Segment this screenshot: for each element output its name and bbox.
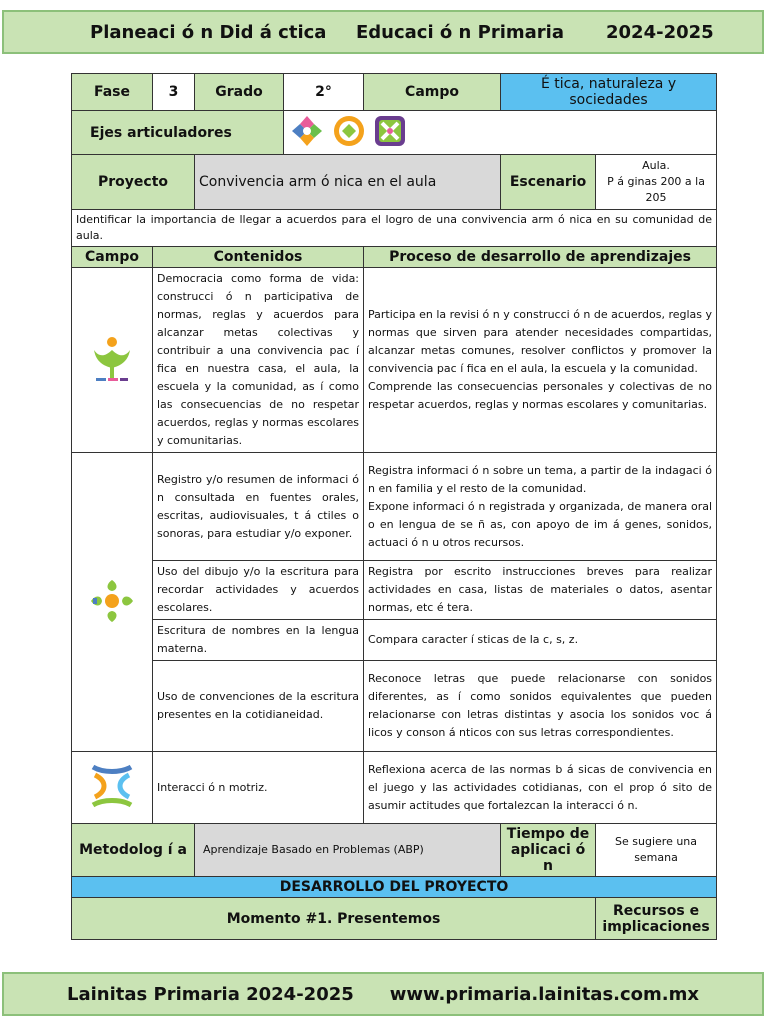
pda-cell: Compara caracter í sticas de la c, s, z.	[364, 620, 717, 661]
metodologia-value: Aprendizaje Basado en Problemas (ABP)	[195, 824, 501, 877]
tiempo-value: Se sugiere una semana	[596, 824, 717, 877]
interculturalidad-icon	[373, 114, 407, 151]
campo-value: É tica, naturaleza y sociedades	[501, 74, 717, 111]
humano-comunitario-icon	[87, 799, 137, 812]
contenido-cell: Registro y/o resumen de informaci ó n consultada en fuentes orales, escritas, audiovisuales, t á ctiles o sonoras, para estudiar y/o exponer.	[153, 453, 364, 561]
document-title: Planeaci ó n Did á ctica	[90, 22, 327, 43]
etica-icon	[90, 374, 134, 387]
contenido-cell: Uso de convenciones de la escritura presentes en la cotidianeidad.	[153, 661, 364, 752]
pda-cell: Registra por escrito instrucciones breves para realizar actividades en casa, listas de materiales o datos, asentar normas, etc é tera.	[364, 561, 717, 620]
pda-cell: Reconoce letras que puede relacionarse con sonidos diferentes, as í como sonidos equivalentes que pueden relacionarse con letras distintas y asocia los sonidos voc á licos y conson á nticos con sus letras correspondientes.	[364, 661, 717, 752]
contenido-cell: Escritura de nombres en la lengua materna.	[153, 620, 364, 661]
proyecto-label: Proyecto	[72, 155, 195, 210]
campo-humano-icon-cell	[72, 752, 153, 824]
pda-cell: Registra informaci ó n sobre un tema, a partir de la indagaci ó n en familia y el resto de la comunidad. Expone informaci ó n registrada y organizada, de manera oral o en lengua de se ñ as, con apoyo de im á genes, sonidos, actuaci ó n u otros recursos.	[364, 453, 717, 561]
momento-title: Momento #1. Presentemos	[72, 898, 596, 940]
pda-cell: Reflexiona acerca de las normas b á sicas de convivencia en el juego y las actividades cotidianas, con el prop ó sito de asumir actitudes que fortalezcan la interacci ó n.	[364, 752, 717, 824]
objetivo-text: Identificar la importancia de llegar a acuerdos para el logro de una convivencia arm ó nica en su comunidad de aula.	[72, 210, 717, 247]
bottom-banner	[2, 972, 764, 1016]
col-contenidos: Contenidos	[153, 247, 364, 268]
contenido-cell: Interacci ó n motriz.	[153, 752, 364, 824]
campo-etica-icon-cell	[72, 268, 153, 453]
col-campo: Campo	[72, 247, 153, 268]
footer-url[interactable]: www.primaria.lainitas.com.mx	[389, 983, 699, 1005]
recursos-label: Recursos e implicaciones	[596, 898, 717, 940]
ejes-icons	[284, 111, 717, 155]
escenario-value: Aula. P á ginas 200 a la 205	[596, 155, 717, 210]
pda-cell: Participa en la revisi ó n y construcci ó n de acuerdos, reglas y normas que sirven para atender necesidades compartidas, alcanzar metas comunes, resolver conflictos y promover la convivencia pac í fica en el aula, la escuela y la comunidad. Comprende las consecuencias personales y colectivas de no respetar acuerdos, reglas y normas escolares y comunitarias.	[364, 268, 717, 453]
contenido-cell: Uso del dibujo y/o la escritura para recordar actividades y acuerdos escolares.	[153, 561, 364, 620]
education-level: Educaci ó n Primaria	[356, 22, 564, 43]
top-banner	[2, 10, 764, 54]
grado-value: 2°	[284, 74, 364, 111]
col-pda: Proceso de desarrollo de aprendizajes	[364, 247, 717, 268]
lenguajes-icon	[87, 616, 137, 629]
ejes-label: Ejes articuladores	[72, 111, 284, 155]
fase-value: 3	[153, 74, 195, 111]
tiempo-label: Tiempo de aplicaci ó n	[501, 824, 596, 877]
fase-label: Fase	[72, 74, 153, 111]
footer-brand: Lainitas Primaria 2024-2025	[67, 983, 354, 1005]
proyecto-value: Convivencia arm ó nica en el aula	[195, 155, 501, 210]
metodologia-label: Metodolog í a	[72, 824, 195, 877]
escenario-label: Escenario	[501, 155, 596, 210]
planning-table	[71, 73, 717, 940]
inclusion-icon	[290, 114, 324, 151]
campo-lenguajes-icon-cell	[72, 453, 153, 752]
pensamiento-critico-icon	[332, 114, 366, 151]
desarrollo-title: DESARROLLO DEL PROYECTO	[72, 877, 717, 898]
school-year: 2024-2025	[606, 22, 714, 43]
campo-label: Campo	[364, 74, 501, 111]
contenido-cell: Democracia como forma de vida: construcci ó n participativa de normas, reglas y acuerdos para alcanzar metas colectivas y contribuir a una convivencia pac í fica en nuestra casa, el aula, la escuela y la comunidad, as í como las consecuencias de no respetar acuerdos, reglas y normas escolares y comunitarias.	[153, 268, 364, 453]
grado-label: Grado	[195, 74, 284, 111]
